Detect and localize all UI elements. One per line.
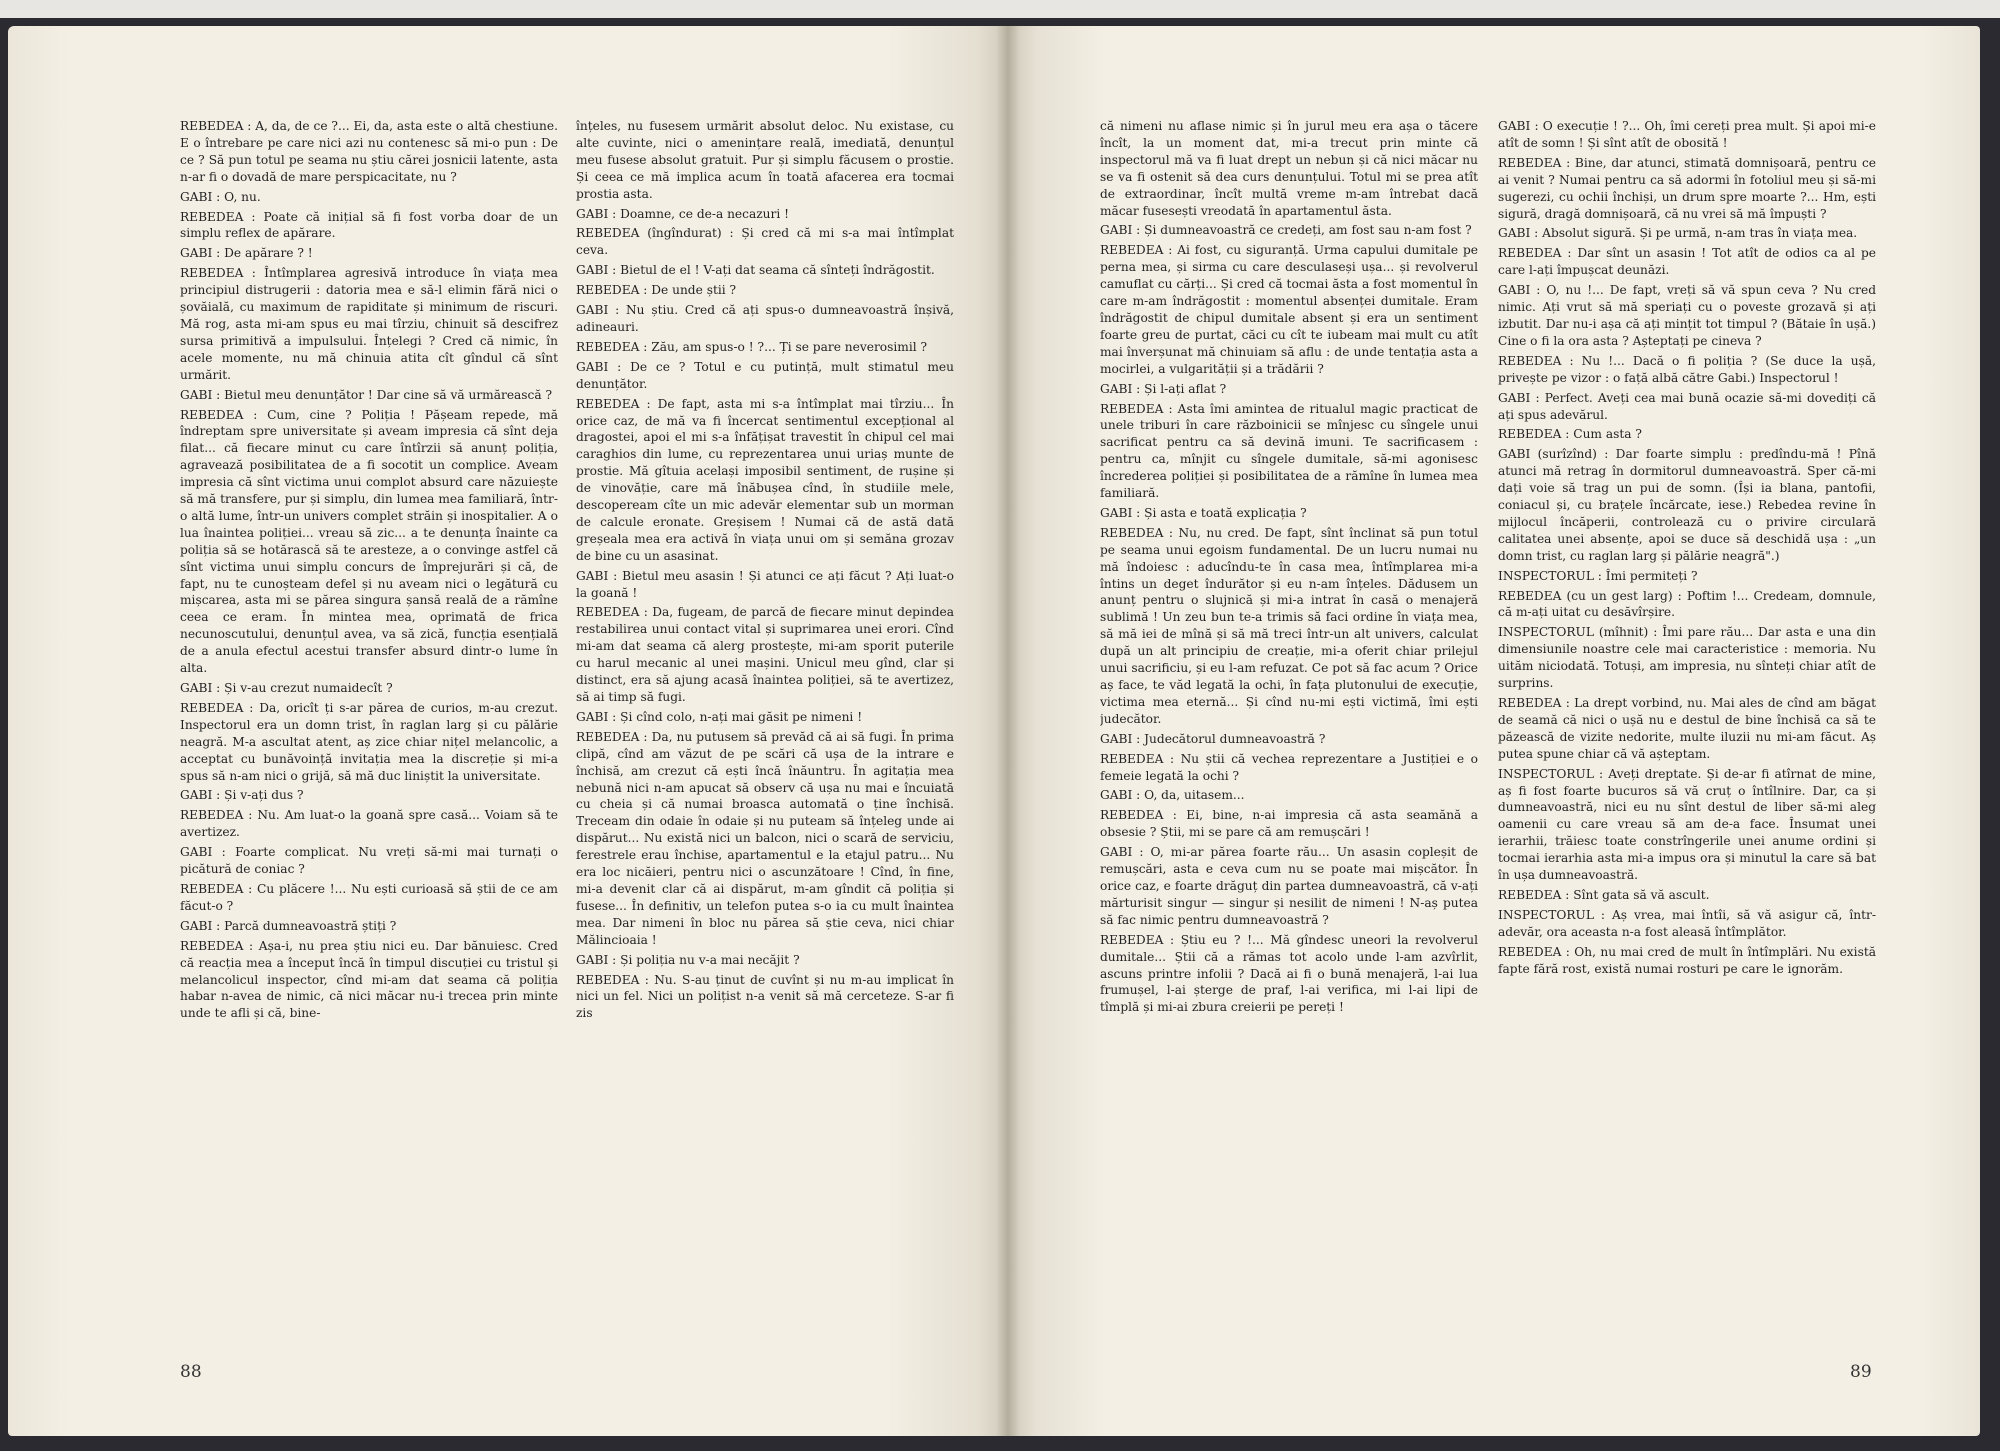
paragraph: REBEDEA : Oh, nu mai cred de mult în întîmplări. Nu există fapte fără rost, există numai rosturi pe care le ignorăm. <box>1498 944 1876 976</box>
paragraph: GABI : O execuție ! ?... Oh, îmi cereți prea mult. Și apoi mi-e atît de somn ! Și sînt atît de obosită ! <box>1498 119 1876 150</box>
paragraph: REBEDEA : Da, nu putusem să prevăd că ai să fugi. În prima clipă, cînd am văzut de pe scări că ușa de la intrare e închisă, am crezut că ești încă înăuntru. În agitația mea nebună nici n-am apucat să observ că ușa nu mai e încuiată cu cheia și că numai broasca automată o ține închisă. Treceam din odaie în odaie și nu puteam să înțeleg unde ai dispărut... Nu există nici un balcon, nici o scară de serviciu, ferestrele erau închise, apartamentul e la etajul patru... Nu era loc nicăieri, pentru nici o ascunzătoare ! Cînd, în fine, mi-a devenit clar că ai dispărut, m-am gîndit că poliția și fusese... În definitiv, un telefon putea s-o ia cu mult înaintea mea. Dar nimeni în bloc nu părea să știe ceva, nici chiar Mălincioaia ! <box>576 729 954 947</box>
paragraph: INSPECTORUL : Aș vrea, mai întîi, să vă asigur că, într-adevăr, ora aceasta n-a fost aleasă întîmplător. <box>1498 907 1876 939</box>
paragraph: REBEDEA : Cum asta ? <box>1498 427 1642 442</box>
paragraph: GABI : Foarte complicat. Nu vreți să-mi mai turnați o picătură de coniac ? <box>180 845 558 877</box>
paragraph: GABI : De ce ? Totul e cu putință, mult stimatul meu denunțător. <box>576 359 954 391</box>
paragraph: GABI : Și dumneavoastră ce credeți, am fost sau n-am fost ? <box>1100 223 1472 238</box>
paragraph: REBEDEA : Poate că inițial să fi fost vorba doar de un simplu reflex de apărare. <box>180 209 558 241</box>
paragraph: REBEDEA (cu un gest larg) : Poftim !... Credeam, domnule, că m-ați uitat cu desăvîrșire. <box>1498 588 1876 620</box>
paragraph: GABI (surîzînd) : Dar foarte simplu : predîndu-mă ! Pînă atunci mă retrag în dormitorul dumneavoastră. Sper că-mi dați voie să trag un pui de somn. (Își ia blana, pantofii, coniacul și, cu brațele încărcate, iese.) Rebedea revine în mijlocul încăperii, controlează cu o privire circulară calitatea unei absențe, apoi se duce să deschidă ușa : „un domn trist, cu raglan larg și pălărie neagră".) <box>1498 447 1876 563</box>
paragraph: GABI : O, nu !... De fapt, vreți să vă spun ceva ? Nu cred nimic. Ați vrut să mă speriați cu o poveste grozavă și ați izbutit. Dar nu-i așa că ați mințit tot timpul ? (Bătaie în ușă.) Cine o fi la ora asta ? Așteptați pe cineva ? <box>1498 283 1876 348</box>
paragraph: REBEDEA : Cu plăcere !... Nu ești curioasă să știi de ce am făcut-o ? <box>180 881 558 913</box>
right-page-number: 89 <box>1850 1362 1872 1382</box>
paragraph: REBEDEA : Ei, bine, n-ai impresia că asta seamănă a obsesie ? Știi, mi se pare că am remușcări ! <box>1100 808 1478 840</box>
paragraph: REBEDEA : Da, oricît ți s-ar părea de curios, m-au crezut. Inspectorul era un domn trist, în raglan larg și cu pălărie neagră. M-a ascultat atent, aș zice chiar nițel melancolic, a acceptat cu bunăvoință invitația mea la discreție și mi-a spus să n-am nici o grijă, să mă duc liniștit la universitate. <box>180 700 558 783</box>
paragraph: REBEDEA : Nu, nu cred. De fapt, sînt înclinat să pun totul pe seama unui egoism fundamental. De un lucru numai nu mă îndoiesc : aducîndu-te în casa mea, întîmplarea mi-a întins un deget îndurător și eu n-am înțeles. Dădusem un anunț pentru o slujnică și mi-a intrat în casă o menajeră sublimă ! Un zeu bun te-a trimis să faci ordine în viața mea, să mă iei de mînă și să mă treci într-un alt univers, calculat după un alt principiu de creație, mi-a oferit chiar prilejul unui sacrificiu, și eu l-am refuzat. Ce pot să fac acum ? Orice aș face, te văd legată la ochi, în fața plutonului de execuție, victima mea eternă... Și cînd nu-mi ești victimă, îmi ești judecător. <box>1100 525 1478 726</box>
paragraph: REBEDEA : La drept vorbind, nu. Mai ales de cînd am băgat de seamă că nici o ușă nu e destul de bine închisă ca să te păzească de vizite nedorite, multe iluzii nu mi-am făcut. Aș putea spune chiar că vă așteptam. <box>1498 696 1876 761</box>
paragraph: REBEDEA : Asta îmi amintea de ritualul magic practicat de unele triburi în care războinicii se mînjesc cu sîngele unui sacrificat pentru ca să devină imuni. Te sacrificasem : pentru ca, mînjit cu sîngele dumitale, să-mi agonisesc încrederea poliției și posibilitatea de a rămîne în lumea mea familiară. <box>1100 401 1478 501</box>
paragraph: GABI : Și v-ați dus ? <box>180 788 304 803</box>
paragraph: REBEDEA : Da, fugeam, de parcă de fiecare minut depindea restabilirea unui contact vital și suprimarea unei erori. Cînd mi-am dat seama că alerg prostește, mi-am sporit puterile cu harul mecanic al unei mașini. Unicul meu gînd, clar și distinct, era să ajung acasă înaintea poliției, să te avertizez, să ai timp să fugi. <box>576 605 954 704</box>
paragraph: REBEDEA : De fapt, asta mi s-a întîmplat mai tîrziu... În orice caz, de mă va fi încercat sentimentul excepțional al dragostei, apoi el mi s-a înfățișat travestit în chipul cel mai caraghios din lume, cu reprezentarea unui uriaș munte de prostie. Mă gîtuia același imposibil sentiment, de rușine și de vinovăție, care mă înăbușea cînd, în studiile mele, descopeream cîte un mic adevăr elementar sub un morman de calcule eronate. Greșisem ! Numai că de astă dată greșeala mea era activă în viața unui om și semăna grozav de bine cu un asasinat. <box>576 396 954 563</box>
paragraph: GABI : Absolut sigură. Și pe urmă, n-am tras în viața mea. <box>1498 226 1858 241</box>
paragraph: REBEDEA : Cum, cine ? Poliția ! Pășeam repede, mă îndreptam spre universitate și aveam impresia că sînt deja filat... că fiecare minut cu care întîrzii să anunț poliția, agravează posibilitatea de a fi socotit un complice. Aveam impresia că sînt victima unui complot absurd care năzuiește să mă transfere, pur și simplu, din lumea mea familiară, într-o altă lume, într-un univers complet străin și inospitalier. A o lua înaintea poliției... vreau să zic... a te denunța înainte ca poliția să se hotărască să te aresteze, a o convinge astfel că sînt victima unui simplu concurs de împrejurări și că, de fapt, nu te cunoșteam defel și nu aveam nici o legătură cu mișcarea, asta mi se părea singura șansă reală de a rămîne ceea ce eram. În mintea mea, oprimată de frica necunoscutului, denunțul avea, va să zică, funcția esențială de a anula efectul acestui transfer absurd dintr-o lume în alta. <box>180 407 558 676</box>
paragraph: GABI : Nu știu. Cred că ați spus-o dumneavoastră înșivă, adineauri. <box>576 303 954 334</box>
paragraph: REBEDEA : A, da, de ce ?... Ei, da, asta este o altă chestiune. E o întrebare pe care nici azi nu contenesc să mi-o pun : De ce ? Să pun totul pe seama nu știu cărei josnicii latente, asta n-ar fi o dovadă de mare perspicacitate, nu ? <box>180 119 558 184</box>
paragraph: REBEDEA : Zău, am spus-o ! ?... Ți se pare neverosimil ? <box>576 339 928 354</box>
paragraph: GABI : De apărare ? ! <box>180 246 313 261</box>
paragraph: REBEDEA : Dar sînt un asasin ! Tot atît de odios ca al pe care l-ați împușcat deunăzi. <box>1498 246 1876 278</box>
right-page-column-2 <box>1498 118 1876 1338</box>
paragraph: GABI : Parcă dumneavoastră știți ? <box>180 918 397 933</box>
left-page-number: 88 <box>180 1362 202 1382</box>
left-page-column-1 <box>180 118 558 1338</box>
paragraph: GABI : Perfect. Aveți cea mai bună ocazie să-mi dovediți că ați spus adevărul. <box>1498 390 1876 422</box>
paragraph: INSPECTORUL : Aveți dreptate. Și de-ar fi atîrnat de mine, aș fi fost foarte bucuros să vă cruț o întîlnire. Dar, ca și dumneavoastră, nici eu nu sînt destul de liber să-mi aleg oamenii cu care vreau să am de-a face. Însumat unei ierarhii, trăiesc toate constrîngerile unei anume ordini și tocmai ierarhia asta mi-a impus ora și minutul la care să bat în ușa dumneavoastră. <box>1498 766 1876 883</box>
paragraph: GABI : Și poliția nu v-a mai necăjit ? <box>576 952 800 967</box>
paragraph: GABI : Și asta e toată explicația ? <box>1100 505 1307 520</box>
paragraph: REBEDEA : Sînt gata să vă ascult. <box>1498 887 1710 902</box>
paragraph: GABI : Doamne, ce de-a necazuri ! <box>576 206 790 221</box>
paragraph: GABI : Bietul de el ! V-ați dat seama că sînteți îndrăgostit. <box>576 263 935 278</box>
paragraph: GABI : Și l-ați aflat ? <box>1100 381 1227 396</box>
paragraph: INSPECTORUL : Îmi permiteți ? <box>1498 568 1698 583</box>
paragraph: GABI : Și cînd colo, n-ați mai găsit pe nimeni ! <box>576 709 863 724</box>
paragraph: GABI : O, nu. <box>180 189 261 204</box>
paragraph: GABI : O, da, uitasem... <box>1100 788 1245 803</box>
paragraph: că nimeni nu aflase nimic și în jurul meu era așa o tăcere încît, la un moment dat, mi-a trecut prin minte că inspectorul mă va fi luat drept un nebun și că nici măcar nu se va fi ostenit să dea curs denunțului. Totul mi se prea atît de extraordinar, încît multă vreme m-am întrebat dacă măcar fusesești vreodată în apartamentul ăsta. <box>1100 119 1478 218</box>
paragraph: INSPECTORUL (mîhnit) : Îmi pare rău... Dar asta e una din dimensiunile noastre cele mai caracteristice : memoria. Nu uităm niciodată. Totuși, am impresia, nu sînteți chiar atît de surprins. <box>1498 625 1876 691</box>
paragraph: REBEDEA : Ai fost, cu siguranță. Urma capului dumitale pe perna mea, și sirma cu care desculaseși ușa... și revolverul camuflat cu cărți... Și cred că tocmai ăsta a fost momentul în care m-am îndrăgostit : momentul absenței dumitale. Eram îndrăgostit de chipul dumitale absent și era un sentiment foarte greu de purtat, căci cu cît te iubeam mai mult cu atît mai înverșunat mă chinuiam să aflu : de unde tentația asta a mocirlei, a vulgarității și a trădării ? <box>1100 243 1478 376</box>
paragraph: REBEDEA : Așa-i, nu prea știu nici eu. Dar bănuiesc. Cred că reacția mea a început încă în timpul discuției cu tristul și melancolicul inspector, cînd mi-am dat seama că poliția habar n-avea de nimic, că nici măcar nu-i trecea prin minte unde te afli și că, bine- <box>180 938 558 1021</box>
paragraph: REBEDEA : Nu știi că vechea reprezentare a Justiției e o femeie legată la ochi ? <box>1100 751 1478 783</box>
paragraph: REBEDEA : Întîmplarea agresivă introduce în viața mea principiul distrugerii : datoria mea e să-l elimin fără nici o șovăială, cu maximum de rapiditate și minimum de riscuri. Mă rog, asta mi-am spus eu mai tîrziu, chinuit să descifrez sursa primitivă a impulsului. Înțelegi ? Cred că nimic, în acele momente, nu mă chinuia atita cît gîndul că sînt urmărit. <box>180 266 558 382</box>
paragraph: REBEDEA : Nu !... Dacă o fi poliția ? (Se duce la ușă, privește pe vizor : o față albă către Gabi.) Inspectorul ! <box>1498 353 1876 385</box>
right-page-column-1 <box>1100 118 1478 1338</box>
paragraph: GABI : Bietul meu asasin ! Și atunci ce ați făcut ? Ați luat-o la goană ! <box>576 568 954 600</box>
left-page-column-2 <box>576 118 954 1338</box>
paragraph: REBEDEA : Nu. S-au ținut de cuvînt și nu m-au implicat în nici un fel. Nici un polițist n-a venit să mă cerceteze. S-ar fi zis <box>576 972 954 1021</box>
left-page <box>8 26 1008 1436</box>
paragraph: REBEDEA : De unde știi ? <box>576 283 737 298</box>
paragraph: REBEDEA : Știu eu ? !... Mă gîndesc uneori la revolverul dumitale... Știi că a rămas tot acolo unde l-am azvîrlit, ascuns printre infolii ? Dacă ai fi o bună menajeră, l-ai lua frumușel, l-ai șterge de praf, l-ai verifica, mi l-ai lipi de tîmplă și mi-ai zbura creierii pe pereți ! <box>1100 932 1478 1015</box>
paragraph: REBEDEA : Bine, dar atunci, stimată domnișoară, pentru ce ai venit ? Numai pentru ca să adormi în fotoliul meu și să-mi sugerezi, cu ochii închiși, un drum spre moarte ?... Hm, ești sigură, dragă domnișoară, că nu vrei să mă împuști ? <box>1498 155 1876 221</box>
paragraph: GABI : Bietul meu denunțător ! Dar cine să vă urmărească ? <box>180 387 553 402</box>
book-gutter <box>996 26 1020 1436</box>
paragraph: REBEDEA : Nu. Am luat-o la goană spre casă... Voiam să te avertizez. <box>180 808 558 840</box>
paragraph: înțeles, nu fusesem urmărit absolut deloc. Nu existase, cu alte cuvinte, nici o amenințare reală, imediată, denunțul meu fusese absolut gratuit. Pur și simplu făcusem o prostie. Și ceea ce mă implica acum în toată afacerea era tocmai prostia asta. <box>576 119 954 201</box>
paragraph: GABI : Și v-au crezut numaidecît ? <box>180 681 393 695</box>
paragraph: GABI : O, mi-ar părea foarte rău... Un asasin copleșit de remușcări, asta e ceva cum nu se poate mai mișcător. În orice caz, e foarte drăguț din partea dumneavoastră, că v-ați mărturisit singur — singur și nesilit de nimeni ! N-aș putea să fac nimic pentru dumneavoastră ? <box>1100 845 1478 927</box>
paragraph: GABI : Judecătorul dumneavoastră ? <box>1100 731 1326 746</box>
paragraph: REBEDEA (îngîndurat) : Și cred că mi s-a mai întîmplat ceva. <box>576 226 954 258</box>
right-page <box>1008 26 1980 1436</box>
